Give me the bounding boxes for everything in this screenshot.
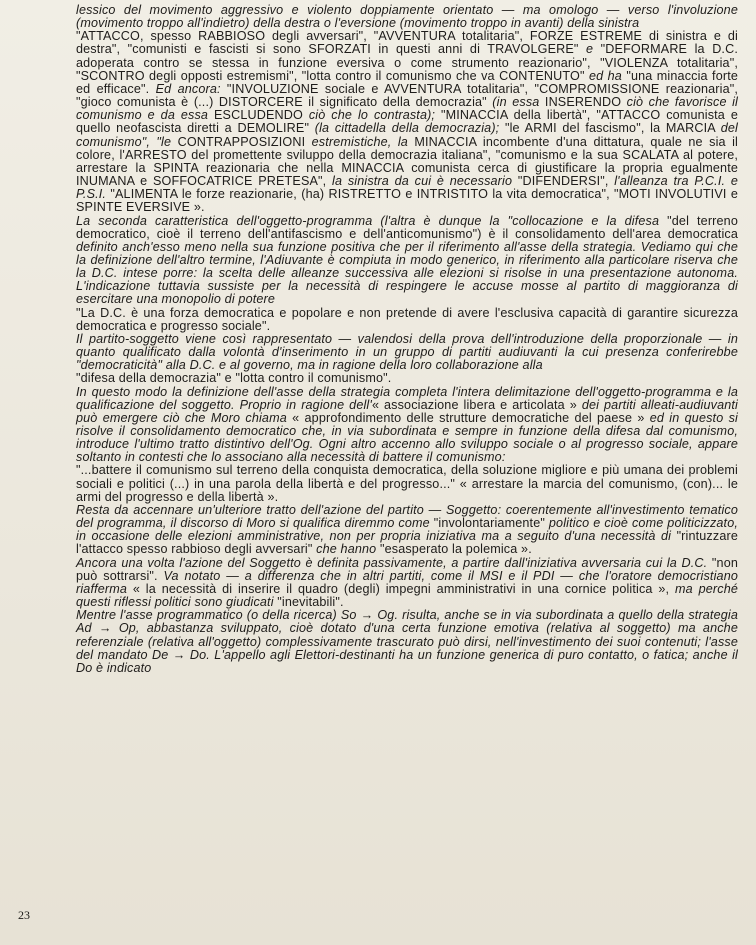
italic-text-run: che hanno (316, 542, 377, 557)
text-run: "ALIMENTA le forze reazionarie, (ha) RISTRETTO e INTRISTITO la vita democratica", "MOTI INVOLUTIVI e SPINTE EVERSIVE ». (76, 187, 738, 215)
text-run: « associazione libera e articolata » (371, 397, 582, 412)
paragraph (76, 30, 738, 214)
text-run: "le ARMI del fascismo", la MARCIA (499, 121, 721, 136)
italic-text-run: e (586, 42, 594, 57)
italic-text-run: (in essa (492, 95, 540, 110)
text-run: ESCLUDENDO (208, 108, 309, 123)
text-run: "DEFORMARE la D.C. adoperata contro se stessa in funzione eversiva o come strumento reazionario", "VIOLENZA totalitaria", "SCONTRO degli opposti estremismi", "lotta contro il comunismo che va CONTENUTO" (76, 42, 738, 83)
italic-text-run: la sinistra da cui è necessario (332, 174, 513, 189)
text-run: MINACCIA incombente d'una dittatura, quale ne sia il colore, l'ARRESTO del promettente sviluppo della democrazia italiana", "comunismo e la sua SCALATA al potere, arrestare la SPINTA reazionaria che nella MINACCIA comunista cerca di giustificare la propria egualmente INUMANA e SOFFOCATRICE PRETESA", (76, 134, 738, 189)
text-run: « la necessità di inserire il quadro (degli) impegni amministrativi in una cornice politica », (127, 581, 675, 596)
italic-text-run: definito anch'esso meno nella sua funzione positiva che per il riferimento all'asse della strategia. Vediamo qui che la definizione dell'altro termine, l'Adiuvante è compiuta in modo generico, in riferimento alla particolare riserva che la D.C. intese porre: la scelta delle alleanze successiva alle elezioni si risolse in una presentazione autonoma. L'indicazione tuttavia sussiste per la necessità di respingere le accuse mosse al partito di maggioranza di esercitare una monopolio di potere (76, 239, 738, 307)
italic-text-run: l'alleanza tra P.C.I. e P.S.I. (76, 174, 738, 202)
paragraph (76, 215, 738, 307)
text-run: "esasperato la polemica ». (376, 542, 532, 557)
text-run: "DIFENDERSI", (512, 174, 615, 189)
paragraph (76, 464, 738, 503)
italic-text-run: (la cittadella della democrazia); (314, 121, 500, 136)
paragraph (76, 557, 738, 610)
text-run: "una minaccia forte ed efficace". (76, 68, 739, 96)
text-run: "MINACCIA della libertà", "ATTACCO comunista e quello neofascista diretti a DEMOLIRE" (76, 108, 738, 136)
paragraph (76, 307, 738, 333)
text-run: CONTRAPPOSIZIONI (171, 134, 312, 149)
italic-text-run: La seconda caratteristica dell'oggetto-programma (l'altra è dunque la "collocazione e la difesa (76, 213, 660, 228)
text-run: "ATTACCO, spesso RABBIOSO degli avversari", "AVVENTURA totalitaria", FORZE ESTREME di sinistra e di destra", "comunisti e fascisti si sono SFORZATI in questi anni di TRAVOLGERE" (76, 29, 738, 57)
italic-text-run: ciò che favorisce il comunismo e da essa (76, 95, 739, 123)
text-run: "difesa della democrazia" e "lotta contro il comunismo". (76, 371, 392, 386)
italic-text-run: Ancora una volta l'azione del Soggetto è definita passivamente, a partire dall'iniziativa avversaria cui la D.C. (76, 555, 708, 570)
italic-text-run: Va notato — a differenza che in altri partiti, come il MSI e il PDI — che l'oratore democristiano riafferma (76, 568, 738, 596)
text-run: « approfondimento delle strutture democratiche del paese » (286, 410, 650, 425)
text-run: "INVOLUZIONE sociale e AVVENTURA totalitaria", "COMPROMISSIONE reazionaria", "gioco comunista è (...) DISTORCERE il significato della democrazia" (76, 81, 738, 110)
italic-text-run: Ed ancora: (155, 81, 221, 96)
page-number: 23 (18, 908, 30, 922)
text-run: INSERENDO (539, 95, 627, 110)
italic-text-run: Resta da accennare un'ulteriore tratto dell'azione del partito — Soggetto: coerentemente all'investimento tematico del programma, il discorso di Moro si qualifica diremmo come (76, 502, 738, 531)
text-run: "inevitabili". (273, 595, 344, 610)
italic-text-run: politico e cioè come politicizzato, in occasione delle elezioni amministrative, non per propria iniziativa ma a seguito d'una necessità di (76, 516, 738, 544)
italic-text-run: estremistiche, la (311, 134, 408, 149)
body-text (76, 4, 738, 675)
italic-text-run: ma perché questi riflessi politici sono giudicati (76, 581, 739, 610)
italic-text-run: dei partiti alleati-audiuvanti può emergere ciò che Moro chiama (76, 397, 739, 425)
paragraph (76, 333, 738, 372)
italic-text-run: ed in questo si risolve il consolidamento democratico che, in via subordinata e sempre in funzione della difesa dal comunismo, introduce l'ultimo tratto distintivo dell'Og. Ogni altro accenno allo sviluppo sociale o al progresso sociale, appare soltanto in contesti che lo associano alla necessità di battere il comunismo: (76, 410, 738, 465)
italic-text-run: Mentre l'asse programmatico (o della ricerca) So → Og. risulta, anche se in via subordinata a quello della strategia Ad → Op, abbastanza sviluppato, cioè dotato d'una certa funzione emotiva (relativa al soggetto) ma anche referenziale (relativa all'oggetto) complessivamente trascurato può dirsi, nell'investimento dei suoi contenuti; l'asse del mandato De → Do. L'appello agli Elettori-destinanti ha un funzione generica di puro contatto, o fatica; anche il Do è indicato (76, 608, 738, 675)
text-run: "involontariamente" (429, 516, 549, 531)
text-run: "La D.C. è una forza democratica e popolare e non pretende di avere l'esclusiva capacità di garantire sicurezza democratica e progresso sociale". (76, 305, 738, 333)
text-run: "non può sottrarsi". (76, 555, 739, 583)
paragraph (76, 4, 738, 30)
paragraph (76, 386, 738, 465)
text-run: "...battere il comunismo sul terreno della conquista democratica, della soluzione migliore e più umana dei problemi sociali e politici (...) in una parola della libertà e del progresso..." « arrestare la marcia del comunismo, (con)... le armi del progresso e della libertà ». (76, 463, 738, 504)
text-run: "del terreno democratico, cioè il terreno dell'antifascismo e dell'anticomunismo") è il consolidamento dell'area democratica (76, 213, 738, 241)
italic-text-run: ciò che lo contrasta); (308, 108, 436, 123)
paragraph (76, 609, 738, 675)
paragraph (76, 504, 738, 557)
italic-text-run: lessico del movimento aggressivo e violento doppiamente orientato — ma omologo — verso l'involuzione (movimento troppo all'indietro) della destra o l'eversione (movimento troppo in avanti) della sinistra (76, 3, 738, 31)
italic-text-run: Il partito-soggetto viene così rappresentato — valendosi della prova dell'introduzione della proporzionale — in quanto qualificato dalla volontà d'inserimento in un gruppo di partiti audiuvanti la cui presenza conferirebbe "democraticità" alla D.C. e al governo, ma in ragione della loro collaborazione alla (76, 331, 738, 373)
italic-text-run: del comunismo", "le (76, 121, 738, 149)
italic-text-run: In questo modo la definizione dell'asse della strategia completa l'intera delimitazione dell'oggetto-programma e la qualificazione del soggetto. Proprio in ragione dell' (76, 384, 738, 412)
italic-text-run: ed ha (588, 68, 622, 83)
text-run: "rintuzzare l'attacco spesso rabbioso degli avversari" (76, 529, 738, 557)
